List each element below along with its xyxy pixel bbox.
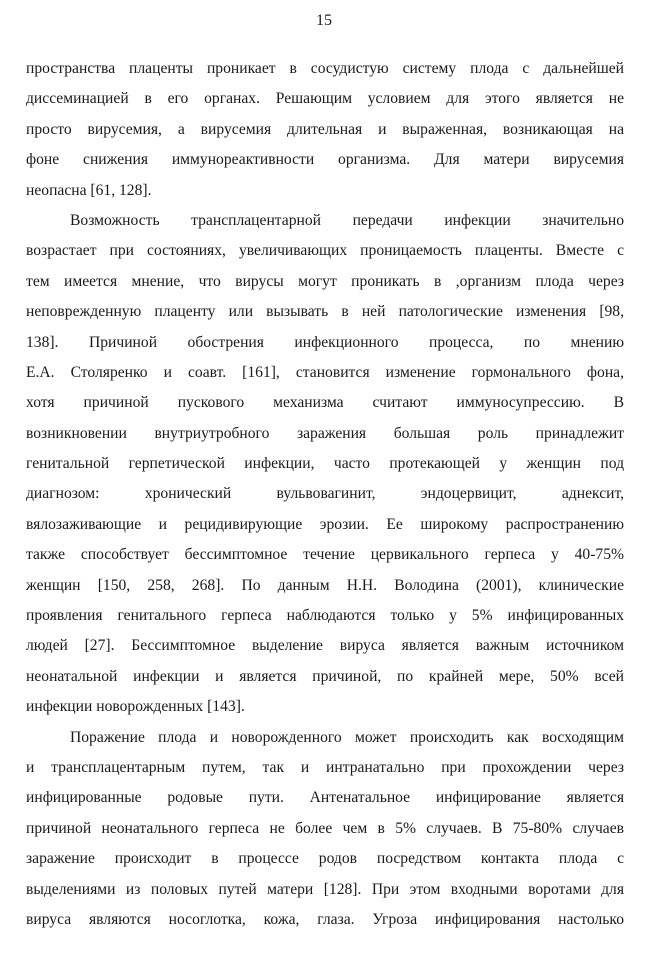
text-line: пространства плаценты проникает в сосудистую систему плода с дальнейшей xyxy=(26,60,624,77)
text-line: тем имеется мнение, что вирусы могут проникать в ,организм плода через xyxy=(26,272,624,290)
body-text xyxy=(26,54,624,935)
text-line: возникновении внутриутробного заражения большая роль принадлежит xyxy=(26,424,624,442)
text-line: заражение происходит в процессе родов посредством контакта плода с xyxy=(26,850,624,868)
text-line: Возможность трансплацентарной передачи инфекции значительно xyxy=(70,211,624,229)
text-line: хотя причиной пускового механизма считают иммуносупрессию. В xyxy=(26,394,624,412)
text-line: вялозаживающие и рецидивирующие эрозии. Ее широкому распространению xyxy=(26,515,624,533)
page-number: 15 xyxy=(316,12,332,29)
text-line: возрастает при состояниях, увеличивающих проницаемость плаценты. Вместе с xyxy=(26,242,624,260)
text-line: 138]. Причиной обострения инфекционного процесса, по мнению xyxy=(26,333,624,351)
text-line: людей [27]. Бессимптомное выделение вируса является важным источником xyxy=(26,637,624,655)
text-line: Поражение плода и новорожденного может происходить как восходящим xyxy=(70,728,624,746)
text-line: причиной неонатального герпеса не более чем в 5% случаев. В 75-80% случаев xyxy=(26,819,624,837)
text-line: инфицированные родовые пути. Антенатальное инфицирование является xyxy=(26,789,624,807)
text-line: Е.А. Столяренко и соавт. [161], становится изменение гормонального фона, xyxy=(26,363,624,381)
text-line: также способствует бессимптомное течение цервикального герпеса у 40-75% xyxy=(26,546,624,564)
text-line: неопасна [61, 128]. xyxy=(26,181,152,199)
text-line: и трансплацентарным путем, так и интранатально при прохождении через xyxy=(26,758,624,776)
text-line: генитальной герпетической инфекции, часто протекающей у женщин под xyxy=(26,455,624,473)
text-line: просто вирусемия, а вирусемия длительная и выраженная, возникающая на xyxy=(26,120,624,138)
text-line: женщин [150, 258, 268]. По данным Н.Н. Володина (2001), клинические xyxy=(26,576,624,594)
text-line: диагнозом: хронический вульвовагинит, эндоцервицит, аднексит, xyxy=(26,485,624,503)
text-line: неповрежденную плаценту или вызывать в ней патологические изменения [98, xyxy=(26,303,624,321)
text-line: диссеминацией в его органах. Решающим условием для этого является не xyxy=(26,90,624,108)
text-line: выделениями из половых путей матери [128]. При этом входными воротами для xyxy=(26,880,624,898)
text-line: фоне снижения иммунореактивности организма. Для матери вирусемия xyxy=(26,151,624,169)
text-line: инфекции новорожденных [143]. xyxy=(26,698,245,716)
text-line: вируса являются носоглотка, кожа, глаза. Угроза инфицирования настолько xyxy=(26,910,624,928)
text-line: проявления генитального герпеса наблюдаются только у 5% инфицированных xyxy=(26,607,624,625)
text-line: неонатальной инфекции и является причиной, по крайней мере, 50% всей xyxy=(26,667,624,685)
